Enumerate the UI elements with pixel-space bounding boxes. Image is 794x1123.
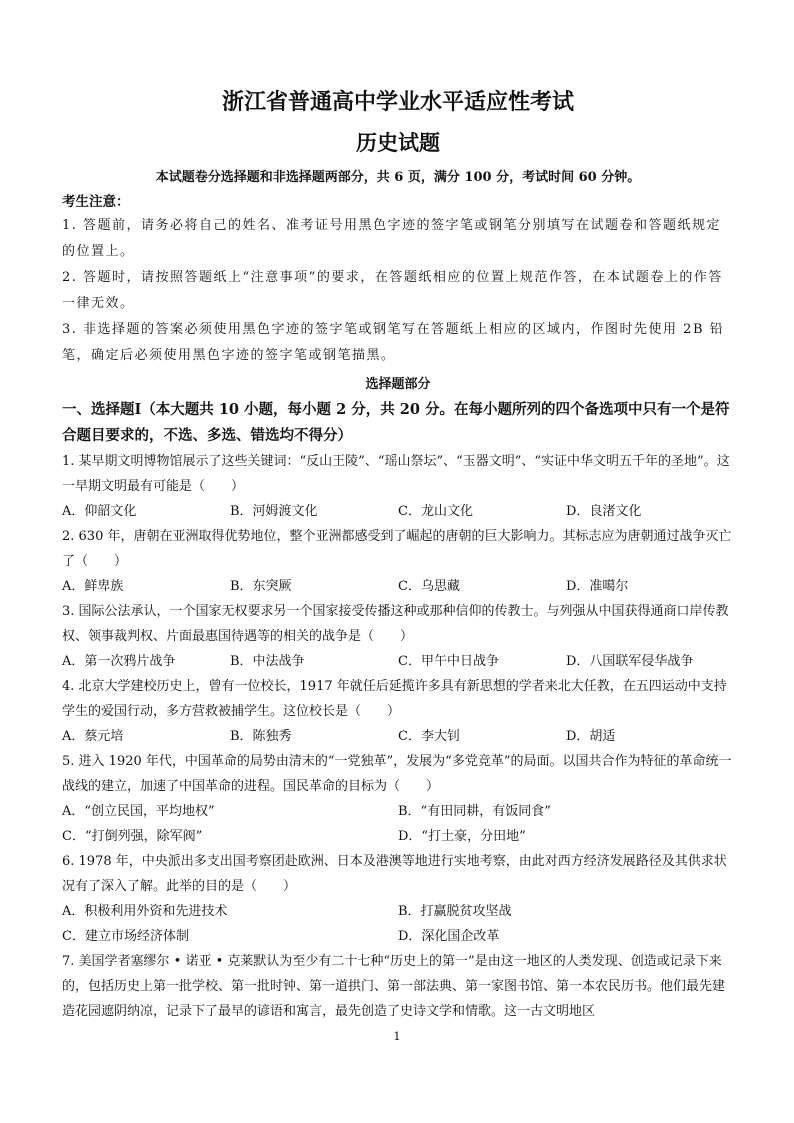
option-c: C．李大钊 (398, 729, 460, 744)
option-a: A．第一次鸦片战争 (62, 654, 176, 669)
option-c: C．乌思藏 (398, 579, 460, 594)
option-b: B．东突厥 (230, 579, 292, 594)
question-stem: 5. 进入 1920 年代，中国革命的局势由清末的“一党独革”，发展为“多党竞革”的局面。以国共合作为特征的革命统一战线的建立，加速了中国革命的进程。国民革命的目标为（ ） (62, 754, 732, 794)
option-d: D．八国联军侵华战争 (566, 654, 694, 669)
option-a: A．蔡元培 (62, 729, 124, 744)
option-b: B．“有田同耕，有饭同食” (398, 804, 551, 819)
part-title: 一、选择题Ⅰ（本大题共 10 小题，每小题 2 分，共 20 分。在每小题所列的四个备选项中只有一个是符合题目要求的，不选、多选、错选均不得分） (62, 401, 730, 444)
option-d: D．“打土豪，分田地” (398, 829, 526, 844)
exam-page (62, 88, 734, 1024)
option-c: C．甲午中日战争 (398, 654, 499, 669)
exam-title: 浙江省普通高中学业水平适应性考试 (221, 90, 574, 115)
page-number: 1 (393, 1030, 401, 1043)
option-a: A．仰韶文化 (62, 504, 137, 519)
subject-title: 历史试题 (356, 131, 440, 155)
question-stem: 6. 1978 年，中央派出多支出国考察团赴欧洲、日本及港澳等地进行实地考察，由此对西方经济发展路径及其供求状况有了深入了解。此举的目的是（ ） (62, 854, 727, 894)
question-stem: 3. 国际公法承认，一个国家无权要求另一个国家接受传播这种或那种信仰的传教士。与列强从中国获得通商口岸传教权、领事裁判权、片面最惠国待遇等的相关的战争是（ ） (62, 604, 729, 644)
question-stem: 4. 北京大学建校历史上，曾有一位校长，1917 年就任后延揽许多具有新思想的学者来北大任教，在五四运动中支持学生的爱国行动，多方营救被捕学生。这位校长是（ ） (62, 679, 727, 719)
question-options (62, 724, 734, 749)
option-a: A．积极利用外资和先进技术 (62, 904, 228, 919)
question-options (62, 499, 734, 524)
notice-item: 3. 非选择题的答案必须使用黑色字迹的签字笔或钢笔写在答题纸上相应的区域内，作图时先使用 2B 铅笔，确定后必须使用黑色字迹的签字笔或钢笔描黑。 (62, 322, 725, 363)
question-stem: 2. 630 年，唐朝在亚洲取得优势地位，整个亚洲都感受到了崛起的唐朝的巨大影响力。其标志应为唐朝通过战争灭亡了（ ） (62, 529, 732, 569)
option-c: C．“打倒列强，除军阀” (62, 829, 203, 844)
question-options (62, 899, 734, 949)
section-title: 选择题部分 (365, 377, 431, 392)
option-b: B．打赢脱贫攻坚战 (398, 904, 512, 919)
option-d: D．准噶尔 (566, 579, 629, 594)
option-c: C．龙山文化 (398, 504, 473, 519)
option-a: A．“创立民国，平均地权” (62, 804, 215, 819)
option-c: C．建立市场经济体制 (62, 929, 189, 944)
question-stem: 1. 某早期文明博物馆展示了这些关键词：“反山王陵”、“瑶山祭坛”、“玉器文明”、“实证中华文明五千年的圣地”。这一早期文明最有可能是（ ） (62, 454, 730, 494)
option-b: B．河姆渡文化 (230, 504, 318, 519)
question-stem: 7. 美国学者塞缪尔 • 诺亚 • 克莱默认为至少有二十七种“历史上的第一”是由这一地区的人类发现、创造或记录下来的，包括历史上第一批学校、第一批时钟、第一道拱门、第一部法典、第一家图书馆、第一本农民历书。他们最先建造花园遮阴纳凉，记录下了最早的谚语和寓言，最先创造了史诗文学和情歌。这一古文明地区 (62, 954, 726, 1019)
question-options (62, 574, 734, 599)
option-b: B．中法战争 (230, 654, 305, 669)
option-d: D．胡适 (566, 729, 616, 744)
option-a: A．鲜卑族 (62, 579, 124, 594)
question-options (62, 799, 734, 849)
question-options (62, 649, 734, 674)
exam-intro: 本试题卷分选择题和非选择题两部分，共 6 页，满分 100 分，考试时间 60 分钟。 (155, 170, 641, 185)
notice-item: 2. 答题时，请按照答题纸上“注意事项”的要求，在答题纸相应的位置上规范作答，在本试题卷上的作答一律无效。 (62, 270, 723, 311)
option-d: D．良渚文化 (566, 504, 642, 519)
option-d: D．深化国企改革 (398, 929, 500, 944)
notice-item: 1. 答题前，请务必将自己的姓名、准考证号用黑色字迹的签字笔或钢笔分别填写在试题卷和答题纸规定的位置上。 (62, 218, 722, 259)
option-b: B．陈独秀 (230, 729, 292, 744)
notice-heading: 考生注意： (62, 194, 130, 210)
